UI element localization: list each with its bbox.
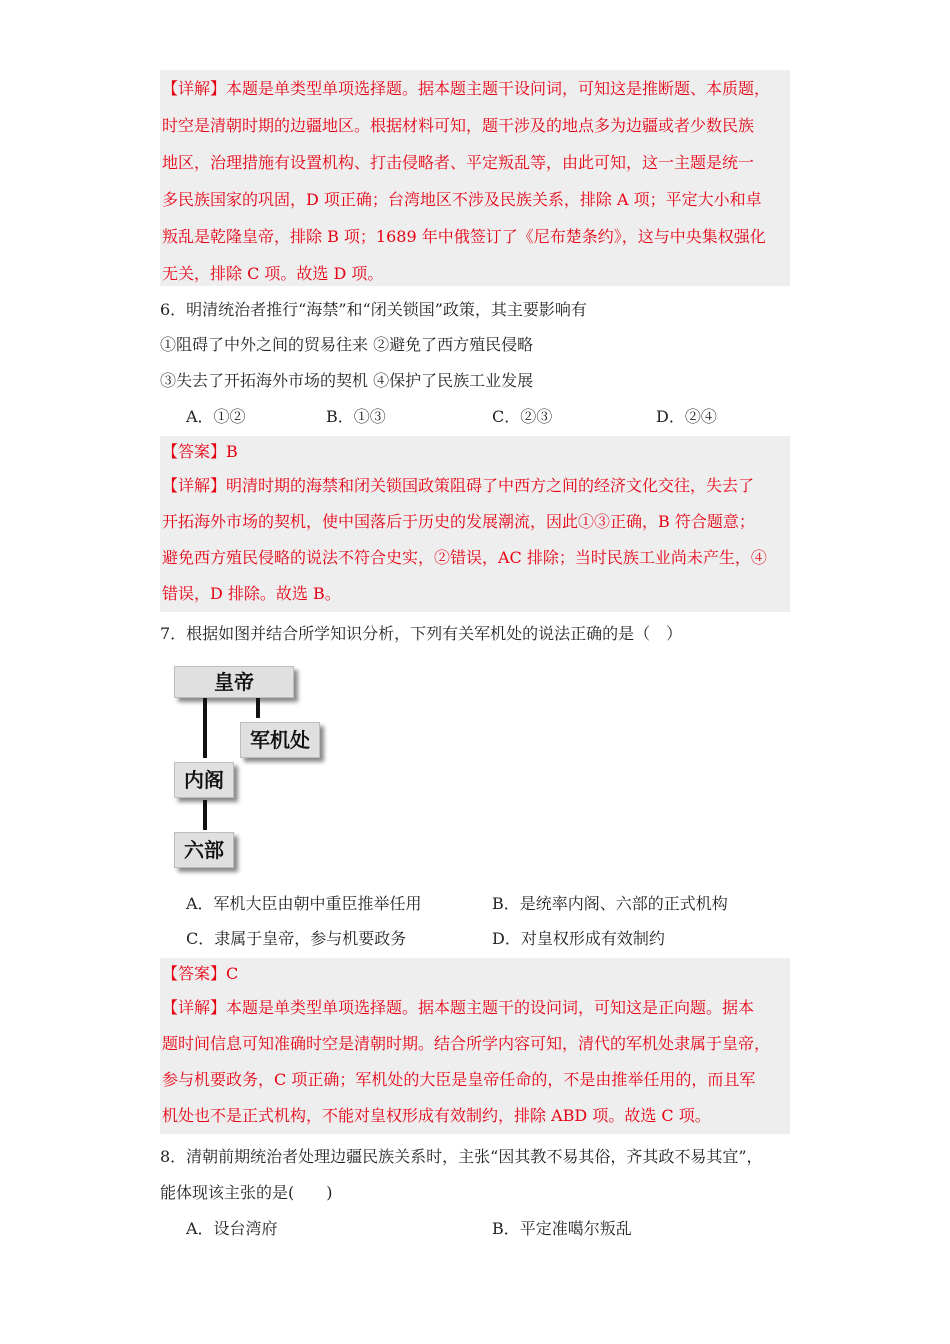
q8-option-a[interactable]: A．设台湾府	[186, 1219, 278, 1238]
q7-stem: 7．根据如图并结合所学知识分析，下列有关军机处的说法正确的是（ ）	[160, 624, 683, 643]
org-chart-diagram	[170, 660, 330, 875]
q7-option-a[interactable]: A．军机大臣由朝中重臣推举任用	[186, 894, 422, 913]
q6-item-line: ③失去了开拓海外市场的契机 ④保护了民族工业发展	[160, 371, 534, 390]
q7-option-c[interactable]: C．隶属于皇帝，参与机要政务	[186, 929, 407, 948]
q8-option-b[interactable]: B．平定准噶尔叛乱	[492, 1219, 632, 1238]
q7-option-b[interactable]: B．是统率内阁、六部的正式机构	[492, 894, 728, 913]
explanation-line: 避免西方殖民侵略的说法不符合史实，②错误，AC 排除；当时民族工业尚未产生，④	[162, 548, 767, 567]
q7-option-d[interactable]: D．对皇权形成有效制约	[492, 929, 665, 948]
q6-option-d[interactable]: D．②④	[656, 407, 717, 426]
q8-stem-line-2: 能体现该主张的是( )	[160, 1183, 333, 1202]
explanation-line: 多民族国家的巩固，D 项正确；台湾地区不涉及民族关系，排除 A 项；平定大小和卓	[162, 190, 762, 209]
emperor-box: 皇帝	[174, 666, 294, 698]
explanation-line: 【详解】本题是单类型单项选择题。据本题主题干的设问词，可知这是正向题。据本	[162, 998, 755, 1017]
q6-option-b[interactable]: B．①③	[326, 407, 386, 426]
explanation-line: 题时间信息可知准确时空是清朝时期。结合所学内容可知，清代的军机处隶属于皇帝，	[162, 1034, 771, 1053]
explanation-line: 参与机要政务，C 项正确；军机处的大臣是皇帝任命的，不是由推举任用的，而且军	[162, 1070, 756, 1089]
q6-option-a[interactable]: A．①②	[186, 407, 246, 426]
explanation-line: 地区，治理措施有设置机构、打击侵略者、平定叛乱等，由此可知，这一主题是统一	[162, 153, 755, 172]
connector-line	[203, 800, 207, 830]
explanation-line: 【详解】本题是单类型单项选择题。据本题主题干设问词，可知这是推断题、本质题，	[162, 79, 771, 98]
answer-label: 【答案】B	[162, 442, 238, 461]
q6-option-c[interactable]: C．②③	[492, 407, 553, 426]
q5-explanation-block	[160, 70, 790, 286]
explanation-line: 无关，排除 C 项。故选 D 项。	[162, 264, 384, 283]
connector-line	[256, 698, 260, 718]
explanation-line: 叛乱是乾隆皇帝，排除 B 项；1689 年中俄签订了《尼布楚条约》，这与中央集权强化	[162, 227, 766, 246]
q6-item-line: ①阻碍了中外之间的贸易往来 ②避免了西方殖民侵略	[160, 335, 534, 354]
connector-line	[203, 698, 207, 758]
explanation-line: 时空是清朝时期的边疆地区。根据材料可知，题干涉及的地点多为边疆或者少数民族	[162, 116, 755, 135]
explanation-line: 开拓海外市场的契机，使中国落后于历史的发展潮流，因此①③正确，B 符合题意；	[162, 512, 755, 531]
junjichu-box: 军机处	[240, 722, 320, 758]
explanation-line: 错误，D 排除。故选 B。	[162, 584, 341, 603]
explanation-line: 【详解】明清时期的海禁和闭关锁国政策阻碍了中西方之间的经济文化交往，失去了	[162, 476, 755, 495]
q8-stem-line-1: 8．清朝前期统治者处理边疆民族关系时，主张“因其教不易其俗，齐其政不易其宜”，	[160, 1147, 763, 1166]
neige-box: 内阁	[174, 762, 234, 798]
q7-answer-block	[160, 958, 790, 1134]
explanation-line: 机处也不是正式机构，不能对皇权形成有效制约，排除 ABD 项。故选 C 项。	[162, 1106, 711, 1125]
q6-stem: 6．明清统治者推行“海禁”和“闭关锁国”政策，其主要影响有	[160, 300, 587, 319]
q6-answer-block	[160, 436, 790, 612]
liubu-box: 六部	[174, 832, 234, 868]
answer-label: 【答案】C	[162, 964, 239, 983]
